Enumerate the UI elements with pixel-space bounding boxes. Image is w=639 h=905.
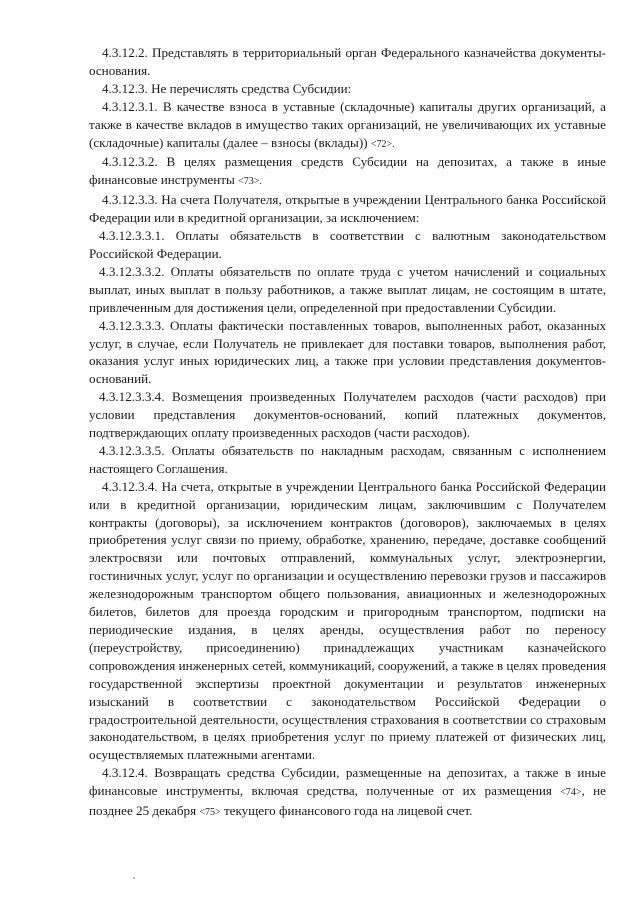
paragraph-4-3-12-3-3 [89, 191, 606, 227]
paragraph-4-3-12-3-3-4 [89, 388, 606, 442]
document-page [89, 44, 606, 822]
paragraph-text: 4.3.12.3.3.4. Возмещения произведенных Получателем расходов (части расходов) при условии представления документов-оснований, копий платежных документов, подтверждающих оплату произведенных расходов (части расходов). [89, 389, 606, 441]
paragraph-4-3-12-4 [89, 764, 606, 822]
paragraph-text: 4.3.12.2. Представлять в территориальный орган Федерального казначейства документы-основания. [89, 45, 606, 78]
paragraph-text: текущего финансового года на лицевой счет. [220, 803, 473, 819]
paragraph-4-3-12-3-2 [89, 153, 606, 191]
paragraph-4-3-12-3-3-2 [89, 263, 606, 317]
footnote-ref-72[interactable]: <72>. [370, 138, 395, 150]
paragraph-text: 4.3.12.3.4. На счета, открытые в учреждении Центрального банка Российской Федерации или в кредитной организации, юридическим лицам, заключившим с Получателем контракты (договоры), за исключением контрактов (договоров), заключаемых в целях приобретения услуг связи по приему, обработке, хранению, передаче, доставке сообщений электросвязи или почтовых отправлений, коммунальных услуг, электроэнергии, гостиничных услуг, услуг по организации и осуществлению перевозки грузов и пассажиров железнодорожным транспортом общего пользования, авиационных и железнодорожных билетов, билетов для проезда городским и пригородным транспортом, подписки на периодические издания, в целях аренды, осуществления работ по переносу (переустройству, присоединению) принадлежащих участникам казначейского сопровождения инженерных сетей, коммуникаций, сооружений, а также в целях проведения государственной экспертизы проектной документации и результатов инженерных изысканий в соответствии с законодательством Российской Федерации о градостроительной деятельности, осуществления страхования в соответствии со страховым законодательством, в целях приобретения услуг по приему платежей от физических лиц, осуществляемых платежными агентами. [89, 478, 606, 763]
paragraph-4-3-12-3 [89, 80, 606, 98]
paragraph-text: 4.3.12.3.2. В целях размещения средств Субсидии на депозитах, а также в иные финансовые инструменты [89, 154, 606, 188]
paragraph-text: 4.3.12.3. Не перечислять средства Субсидии: [102, 80, 352, 96]
paragraph-text: 4.3.12.3.1. В качестве взноса в уставные (складочные) капиталы других организаций, а также в качестве вкладов в имущество таких организаций, не увеличивающих их уставные (складочные) капиталы (далее – взносы (вклады)) [89, 98, 606, 150]
paragraph-4-3-12-3-4 [89, 478, 606, 765]
paragraph-text: 4.3.12.4. Возвращать средства Субсидии, размещенные на депозитах, а также в иные финансовые инструменты, включая средства, полученные от их размещения [89, 765, 606, 799]
paragraph-text: , не позднее 25 декабря [89, 783, 606, 819]
paragraph-text: 4.3.12.3.3. На счета Получателя, открытые в учреждении Центрального банка Российской Федерации или в кредитной организации, за исключением: [89, 192, 606, 226]
footnote-ref-73[interactable]: <73>. [238, 176, 262, 188]
paragraph-4-3-12-3-1 [89, 98, 606, 154]
paragraph-4-3-12-2 [89, 44, 606, 80]
paragraph-text: 4.3.12.3.3.5. Оплаты обязательств по накладным расходам, связанным с исполнением настоящего Соглашения. [89, 442, 606, 476]
paragraph-4-3-12-3-3-1 [89, 227, 606, 263]
paragraph-text: 4.3.12.3.3.3. Оплаты фактически поставленных товаров, выполненных работ, оказанных услуг, в случае, если Получатель не привлекает для поставки товаров, выполнения работ, оказания услуг иных юридических лиц, а также при условии представления документов-оснований. [89, 317, 606, 387]
paragraph-4-3-12-3-3-5 [89, 442, 606, 478]
footnote-ref-75[interactable]: <75> [199, 807, 221, 819]
footnote-ref-74[interactable]: <74> [560, 787, 582, 799]
scan-speck [133, 877, 135, 879]
paragraph-4-3-12-3-3-3 [89, 317, 606, 389]
paragraph-text: 4.3.12.3.3.1. Оплаты обязательств в соответствии с валютным законодательством Российской Федерации. [89, 228, 606, 261]
paragraph-text: 4.3.12.3.3.2. Оплаты обязательств по оплате труда с учетом начислений и социальных выплат, иных выплат в пользу работников, а также выплат лицам, не состоящим в штате, привлеченным для достижения цели, определенной при предоставлении Субсидии. [89, 263, 606, 315]
